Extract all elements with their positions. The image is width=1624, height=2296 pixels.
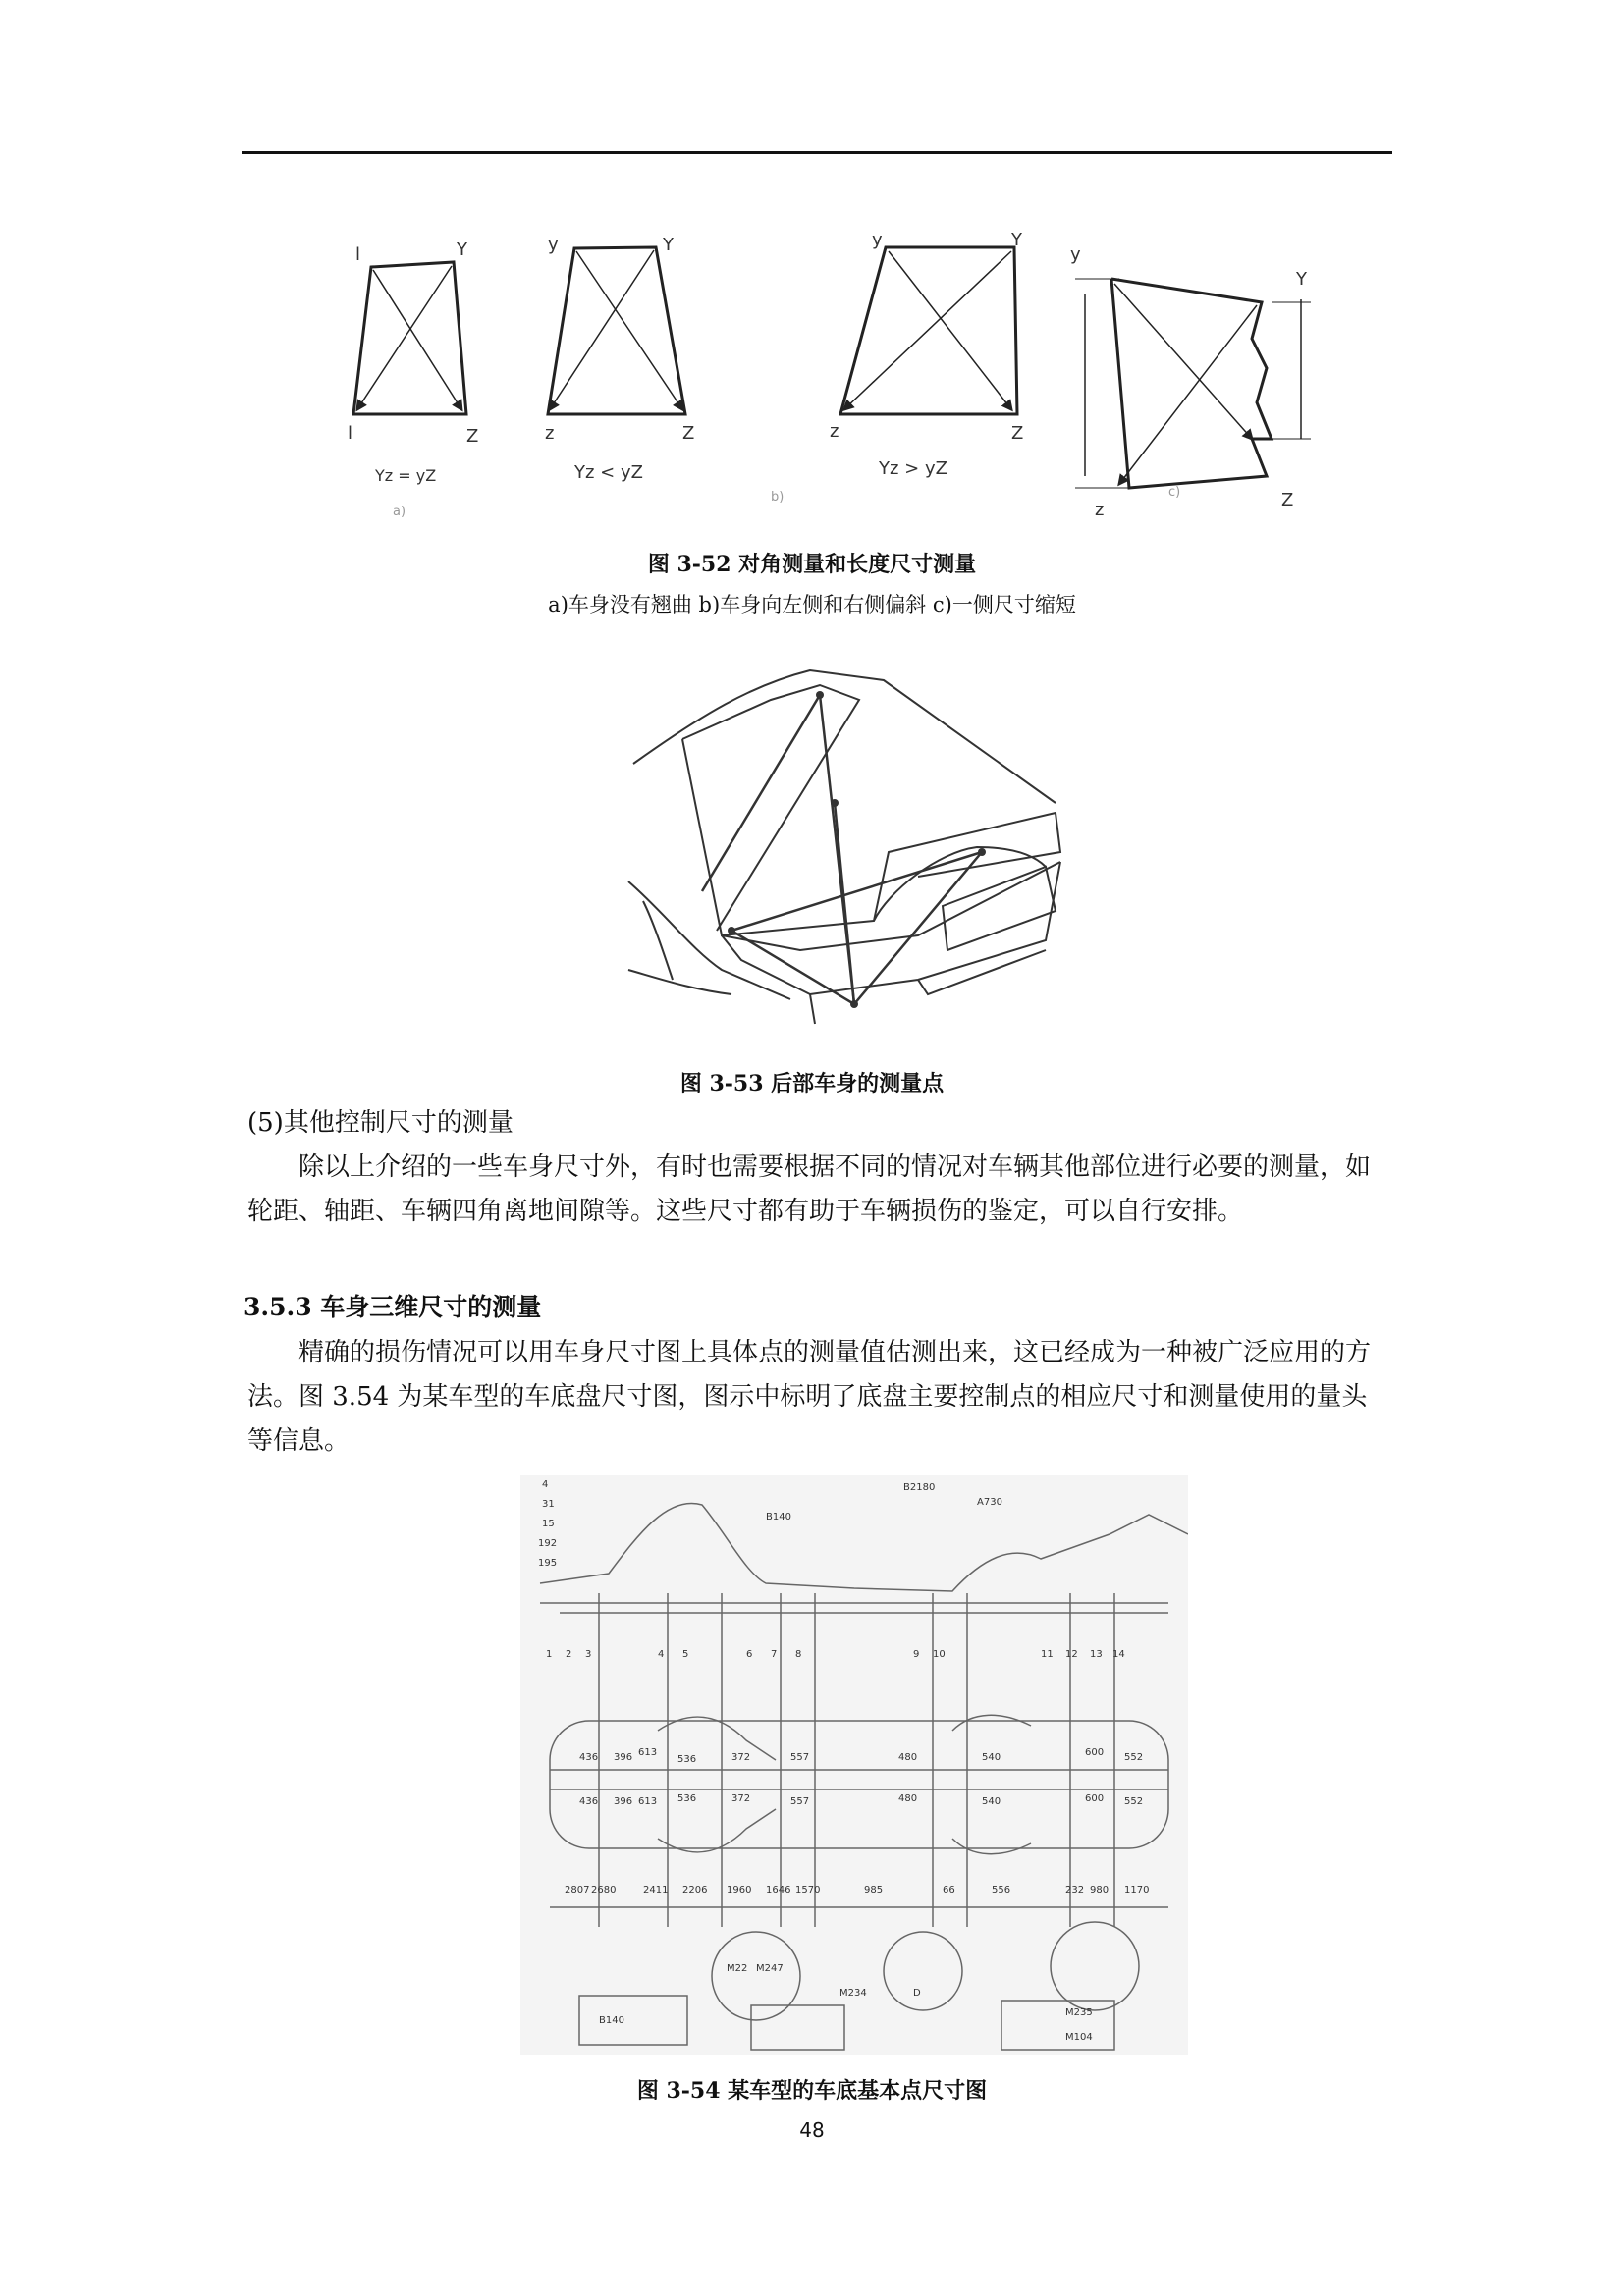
svg-text:A730: A730: [977, 1497, 1002, 1508]
svg-text:232: 232: [1065, 1885, 1085, 1896]
svg-text:600: 600: [1085, 1793, 1105, 1804]
svg-text:8: 8: [795, 1649, 802, 1660]
svg-text:Y: Y: [457, 240, 467, 260]
svg-text:396: 396: [614, 1796, 633, 1807]
figure-3-52: [334, 221, 1316, 525]
svg-text:15: 15: [542, 1519, 555, 1529]
svg-text:Z: Z: [1281, 490, 1294, 510]
svg-text:557: 557: [790, 1752, 810, 1763]
svg-text:6: 6: [746, 1649, 753, 1660]
svg-text:M234: M234: [839, 1988, 867, 1999]
svg-text:l: l: [355, 244, 361, 265]
figure-3-54-title: 图 3-54 某车型的车底基本点尺寸图: [636, 2078, 988, 2104]
svg-text:1960: 1960: [727, 1885, 752, 1896]
svg-text:3: 3: [585, 1649, 592, 1660]
svg-text:5: 5: [682, 1649, 689, 1660]
section-heading-3-5-3: 3.5.3 车身三维尺寸的测量: [244, 1293, 542, 1321]
svg-text:372: 372: [731, 1793, 751, 1804]
svg-text:552: 552: [1124, 1752, 1144, 1763]
svg-text:c): c): [1168, 485, 1181, 500]
svg-text:540: 540: [982, 1752, 1001, 1763]
svg-text:540: 540: [982, 1796, 1001, 1807]
svg-text:Y: Y: [1296, 269, 1307, 290]
svg-text:557: 557: [790, 1796, 810, 1807]
svg-text:10: 10: [933, 1649, 946, 1660]
svg-text:M104: M104: [1065, 2032, 1093, 2043]
figure-3-54: [520, 1475, 1188, 2055]
svg-text:Y: Y: [1011, 230, 1022, 250]
panel-c-frame: [840, 247, 1017, 414]
svg-text:1: 1: [546, 1649, 553, 1660]
svg-text:195: 195: [538, 1558, 558, 1569]
svg-text:4: 4: [542, 1479, 549, 1490]
svg-text:Z: Z: [682, 423, 695, 444]
svg-text:2: 2: [566, 1649, 572, 1660]
paragraph-3d-measurement: 精确的损伤情况可以用车身尺寸图上具体点的测量值估测出来，这已经成为一种被广泛应用的方法。图 3.54 为某车型的车底盘尺寸图，图示中标明了底盘主要控制点的相应尺寸和测量使用的量头等信息。: [247, 1338, 1372, 1456]
svg-text:13: 13: [1090, 1649, 1103, 1660]
svg-text:2206: 2206: [682, 1885, 708, 1896]
underbody-dimension-chart: [520, 1475, 1188, 2055]
page-number: 48: [799, 2118, 825, 2142]
svg-text:12: 12: [1065, 1649, 1078, 1660]
svg-text:Yz < yZ: Yz < yZ: [574, 462, 643, 483]
roofline: [633, 670, 1056, 803]
svg-text:z: z: [1095, 500, 1105, 520]
svg-text:9: 9: [913, 1649, 920, 1660]
svg-text:600: 600: [1085, 1747, 1105, 1758]
subheading-other-dimensions: (5)其他控制尺寸的测量: [247, 1108, 514, 1138]
svg-text:552: 552: [1124, 1796, 1144, 1807]
svg-text:Yz = yZ: Yz = yZ: [375, 466, 437, 485]
figure-3-52-title: 图 3-52 对角测量和长度尺寸测量: [647, 552, 977, 577]
svg-text:b): b): [771, 490, 785, 505]
svg-text:y: y: [872, 230, 883, 250]
header-rule: [242, 151, 1392, 154]
svg-text:B140: B140: [766, 1512, 791, 1522]
svg-text:Z: Z: [466, 426, 479, 447]
svg-text:y: y: [1070, 244, 1081, 265]
svg-text:a): a): [393, 505, 406, 519]
svg-text:7: 7: [771, 1649, 778, 1660]
svg-text:436: 436: [579, 1796, 599, 1807]
svg-text:1570: 1570: [795, 1885, 821, 1896]
svg-text:M235: M235: [1065, 2007, 1093, 2018]
svg-text:B2180: B2180: [903, 1482, 936, 1493]
svg-text:372: 372: [731, 1752, 751, 1763]
svg-text:M247: M247: [756, 1963, 784, 1974]
svg-text:2807: 2807: [565, 1885, 590, 1896]
svg-text:B140: B140: [599, 2015, 624, 2026]
svg-text:613: 613: [638, 1747, 658, 1758]
svg-text:2680: 2680: [591, 1885, 617, 1896]
svg-text:1170: 1170: [1124, 1885, 1150, 1896]
svg-text:436: 436: [579, 1752, 599, 1763]
svg-text:980: 980: [1090, 1885, 1110, 1896]
svg-text:536: 536: [677, 1793, 697, 1804]
svg-text:480: 480: [898, 1793, 918, 1804]
svg-text:Y: Y: [663, 235, 674, 255]
panel-b-frame: [548, 247, 685, 414]
panel-d-frame: [1111, 279, 1272, 488]
svg-text:480: 480: [898, 1752, 918, 1763]
svg-text:556: 556: [992, 1885, 1011, 1896]
svg-text:z: z: [545, 423, 555, 444]
rear-body-illustration: [623, 656, 1065, 1034]
svg-text:192: 192: [538, 1538, 558, 1549]
paragraph-other-dimensions: 除以上介绍的一些车身尺寸外，有时也需要根据不同的情况对车辆其他部位进行必要的测量，如轮距、轴距、车辆四角离地间隙等。这些尺寸都有助于车辆损伤的鉴定，可以自行安排。: [247, 1152, 1372, 1226]
svg-text:2411: 2411: [643, 1885, 669, 1896]
svg-text:613: 613: [638, 1796, 658, 1807]
svg-text:396: 396: [614, 1752, 633, 1763]
svg-text:1646: 1646: [766, 1885, 791, 1896]
svg-text:Z: Z: [1011, 423, 1024, 444]
figure-3-53-title: 图 3-53 后部车身的测量点: [679, 1071, 945, 1096]
diagonal-measurement-diagram: [334, 221, 1316, 525]
svg-text:11: 11: [1041, 1649, 1054, 1660]
figure-3-52-subtitle: a)车身没有翘曲 b)车身向左侧和右侧偏斜 c)一侧尺寸缩短: [548, 593, 1076, 616]
svg-text:y: y: [548, 235, 559, 255]
svg-text:z: z: [830, 421, 839, 442]
svg-text:66: 66: [943, 1885, 955, 1896]
svg-text:D: D: [913, 1988, 921, 1999]
figure-3-53: [623, 656, 1065, 1034]
svg-text:M22: M22: [727, 1963, 748, 1974]
svg-text:Yz > yZ: Yz > yZ: [879, 458, 947, 479]
svg-text:l: l: [348, 423, 353, 444]
svg-text:4: 4: [658, 1649, 665, 1660]
svg-text:985: 985: [864, 1885, 884, 1896]
svg-text:536: 536: [677, 1754, 697, 1765]
svg-text:14: 14: [1112, 1649, 1125, 1660]
svg-text:31: 31: [542, 1499, 555, 1510]
